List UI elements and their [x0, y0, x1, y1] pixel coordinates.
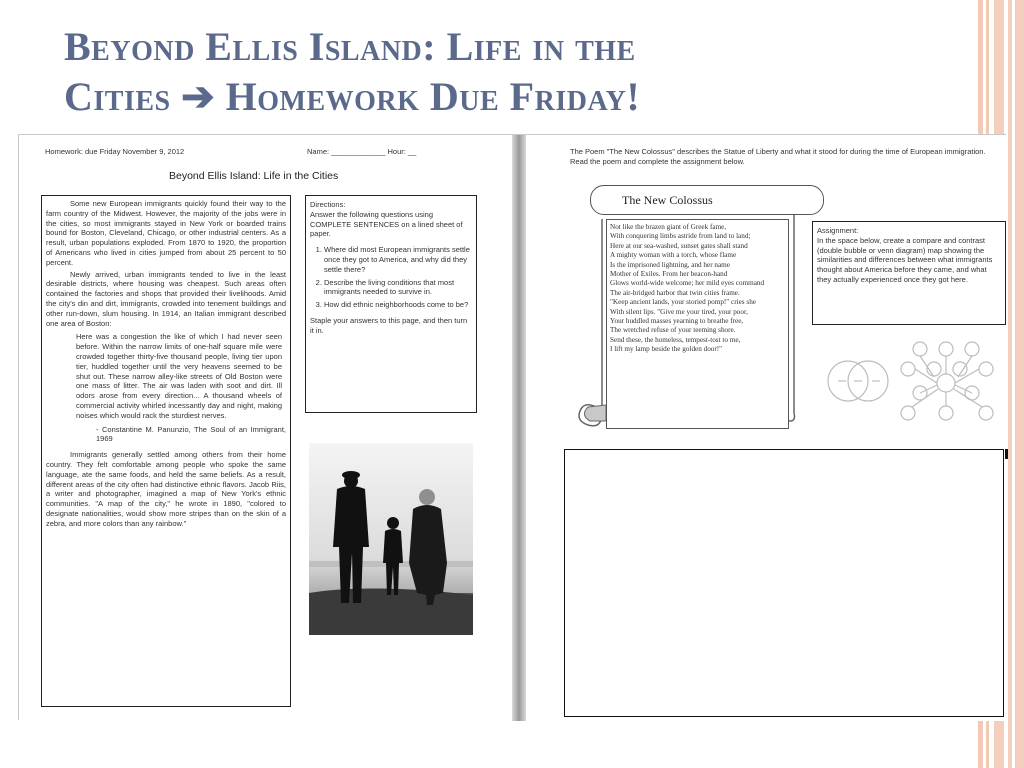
assignment-text: In the space below, create a compare and contrast (double bubble or venn diagram) map showing the similarities and differences between what immigrants thought about America before they came, and what they actually experienced once they got here. — [817, 235, 993, 284]
poem-line: A mighty woman with a torch, whose flame — [610, 251, 737, 260]
poem-line: Glows world-wide welcome; her mild eyes command — [610, 279, 765, 288]
directions-box — [305, 195, 477, 413]
question-item: 2. Describe the living conditions that most immigrants needed to survive in. — [324, 278, 472, 298]
slide-title-line-2: Cities ➔ Homework Due Friday! — [64, 74, 641, 119]
family-silhouette-image — [309, 443, 473, 635]
worksheet-image — [18, 134, 1006, 720]
essay-box — [41, 195, 291, 707]
question-item: 1. Where did most European immigrants settle once they got to America, and why did they settle there? — [324, 245, 472, 274]
directions-intro: Answer the following questions using COMPLETE SENTENCES on a lined sheet of paper. — [310, 209, 463, 239]
poem-line: Here at our sea-washed, sunset gates shall stand — [610, 241, 748, 250]
essay-paragraph: Immigrants generally settled among others from their home country. They felt comfortable among people who spoke the same language, ate the same foods, and held the same beliefs. As a result, different areas of the city often had distinctive ethnic flavors. Jacob Riis, a writer and photographer, imagined a map of New York's ethnic communities. "A map of the city," he wrote in 1890, "colored to designate nationalities, would show more stripes than on the skin of a zebra, and more colors than any rainbow." — [46, 450, 286, 528]
directions-title: Directions: — [310, 200, 346, 209]
question-list — [324, 245, 472, 310]
poem-text-box — [606, 219, 789, 429]
poem-line: With silent lips. "Give me your tired, your poor, — [610, 307, 748, 316]
slide-title-line-1: Beyond Ellis Island: Life in the — [64, 24, 636, 69]
assignment-title: Assignment: — [817, 226, 859, 235]
answer-box-mark — [1005, 449, 1008, 459]
poem-line: The wretched refuse of your teeming shore. — [610, 326, 736, 335]
poem-line: I lift my lamp beside the golden door!" — [610, 345, 723, 354]
poem-line: "Keep ancient lands, your storied pomp!" cries she — [610, 298, 756, 307]
question-item: 3. How did ethnic neighborhoods come to be? — [324, 300, 472, 310]
essay-paragraph: Newly arrived, urban immigrants tended to live in the least desirable districts, where housing was cheapest. Such areas often contained the factories and shops that provided their livelihoods. Amid the city's din and dirt, immigrants, crowded into tenement buildings and other run-down, slum housing. In 1914, an Italian immigrant described one area of Boston: — [46, 269, 286, 328]
essay-quote: Here was a congestion the like of which I had never seen before. Within the narrow limits of one-half square mile were crowded together thirty-five thousand people, living tier upon tier, huddled together until the very heavens seemed to be shut out. These narrow alley-like streets of Old Boston were one mass of litter. The air was laden with soot and dirt. Ill odors arose from every direction... A thousand wheels of commercial activity whirled incessantly day and night, making noises which would rack the sturdiest nerves. — [76, 332, 282, 420]
quote-citation: - Constantine M. Panunzio, The Soul of an Immigrant, 1969 — [96, 424, 286, 444]
poem-line: Your huddled masses yearning to breathe free, — [610, 317, 744, 326]
poem-line: With conquering limbs astride from land to land; — [610, 232, 751, 241]
decor-stripe — [1012, 0, 1015, 768]
worksheet-heading: Beyond Ellis Island: Life in the Cities — [169, 170, 339, 182]
poem-line: The air-bridged harbor that twin cities frame. — [610, 288, 740, 297]
immigrant-family-photo — [309, 443, 473, 635]
homework-due-label: Homework: due Friday November 9, 2012 — [45, 147, 185, 156]
worksheet-left-page — [19, 135, 512, 721]
essay-paragraph: Some new European immigrants quickly found their way to the farm country of the Midwest. However, the majority of the jobs were in the cities, so most immigrants stayed in New York or boarded trains bound for Boston, Cleveland, Chicago, or other industrial centers. As a result, urban populations exploded. From 1870 to 1920, the proportion of Americans who lived in cities jumped from about 25 percent to 50 percent. — [46, 199, 286, 267]
page-gutter — [512, 135, 526, 721]
worksheet-right-page — [526, 135, 1006, 721]
poem-line: Is the imprisoned lightning, and her name — [610, 260, 730, 269]
poem-title: The New Colossus — [622, 193, 713, 207]
answer-space-box — [564, 449, 1004, 717]
slide-title — [64, 22, 964, 122]
name-hour-label: Name: _____________ Hour: __ — [307, 147, 417, 156]
poem-line: Not like the brazen giant of Greek fame, — [610, 223, 727, 231]
poem-line: Mother of Exiles. From her beacon-hand — [610, 270, 728, 279]
poem-intro-text: The Poem "The New Colossus" describes the Statue of Liberty and what it stood for during the time of European immigration. Read the poem and complete the assignment below. — [570, 147, 986, 166]
venn-bubble-diagram-icons — [822, 339, 1006, 425]
directions-footer: Staple your answers to this page, and then turn it in. — [310, 315, 468, 335]
poem-line: Send these, the homeless, tempest-tost to me, — [610, 335, 741, 344]
assignment-box — [812, 221, 1006, 325]
